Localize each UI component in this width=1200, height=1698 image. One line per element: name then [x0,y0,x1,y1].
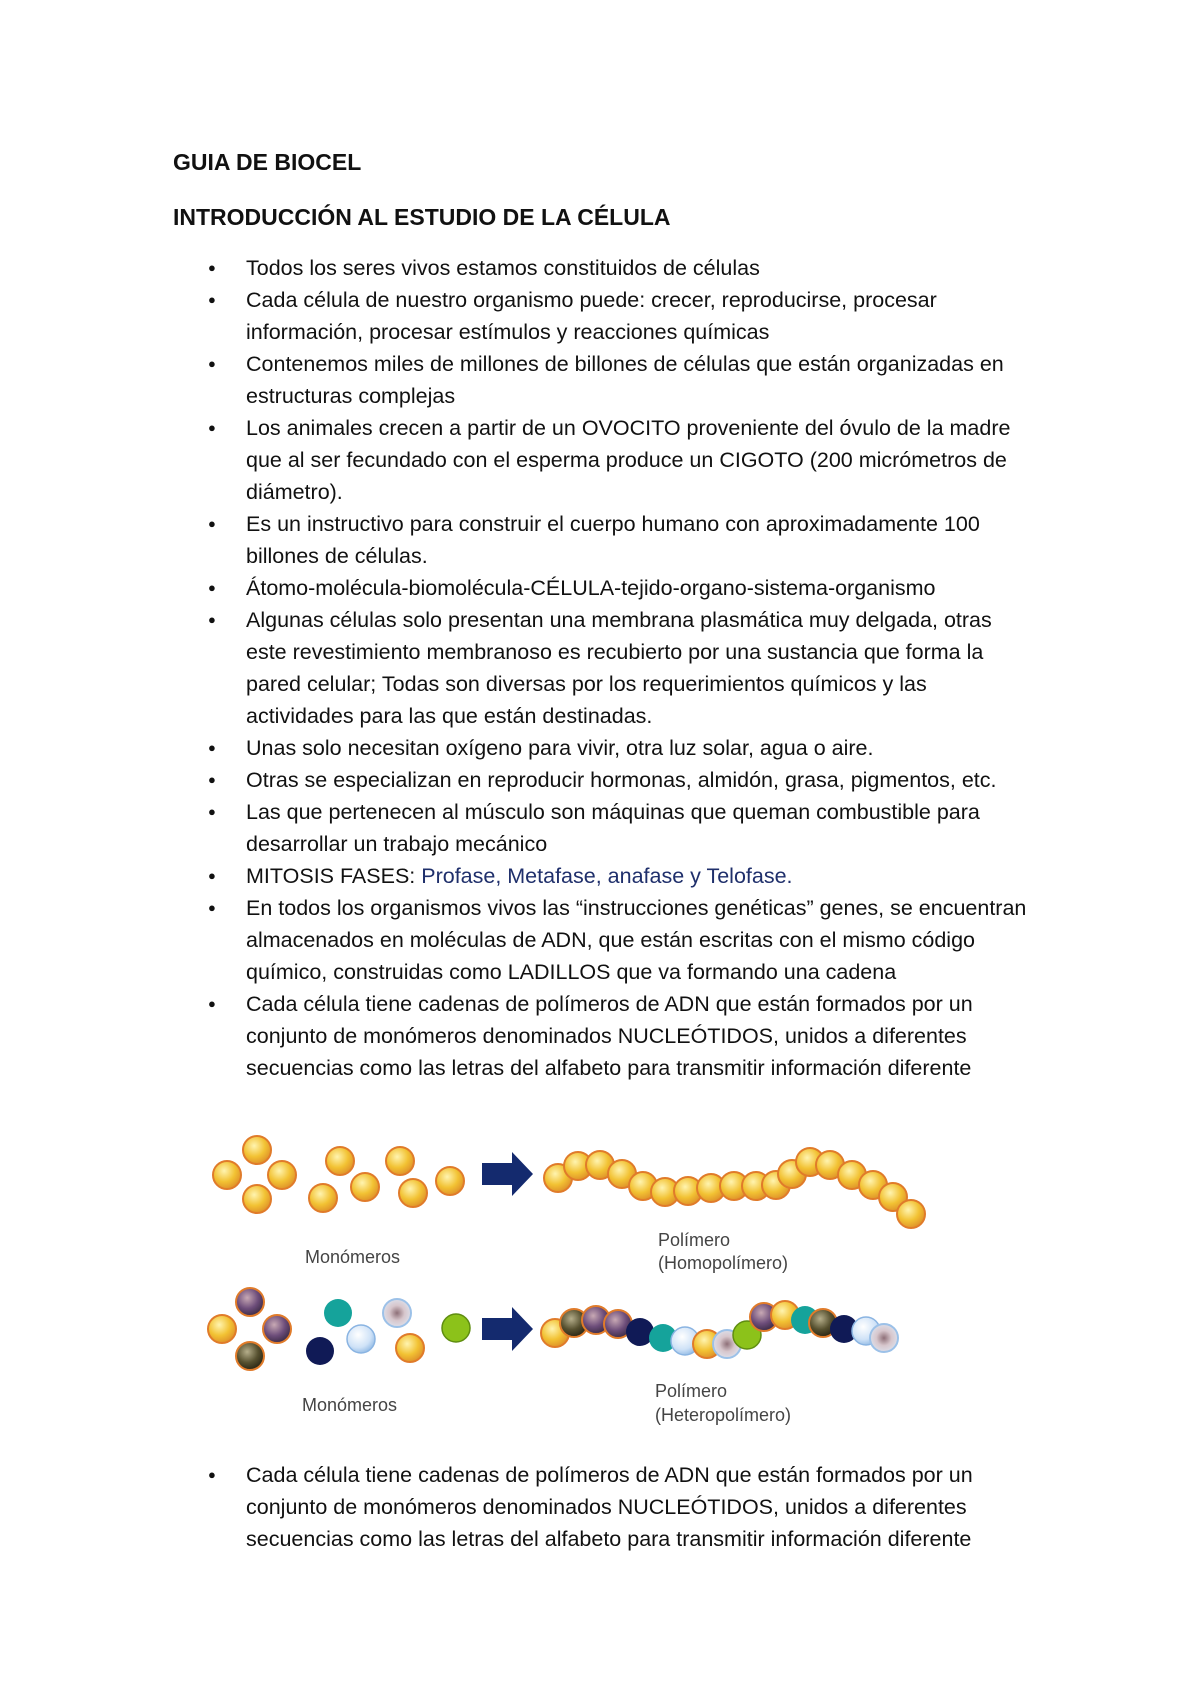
document-title: GUIA DE BIOCEL [173,149,362,175]
mitosis-phases: Profase, Metafase, anafase y Telofase. [421,864,793,888]
polymer-diagram-svg [200,1130,930,1455]
document-subtitle: INTRODUCCIÓN AL ESTUDIO DE LA CÉLULA [173,204,671,230]
list-item: ● En todos los organismos vivos las “instrucciones genéticas” genes, se encuentran almacenados en moléculas de ADN, que están escritas con el mismo código químico, construidas como LADILLOS que va formando una cadena [206,892,1036,988]
monomer-group-bottom [208,1288,470,1370]
list-item-mitosis [206,860,1036,892]
bullet-list [206,252,1036,1084]
list-item: ● Contenemos miles de millones de billones de células que están organizadas en estructuras complejas [206,348,1036,412]
list-item: ● Algunas células solo presentan una membrana plasmática muy delgada, otras este revestimiento membranoso es recubierto por una sustancia que forma la pared celular; Todas son diversas por los requerimientos químicos y las actividades para las que están destinadas. [206,604,1036,732]
list-item: ● Átomo-molécula-biomolécula-CÉLULA-tejido-organo-sistema-organismo [206,572,1036,604]
list-item: ● Cada célula tiene cadenas de polímeros de ADN que están formados por un conjunto de monómeros denominados NUCLEÓTIDOS, unidos a diferentes secuencias como las letras del alfabeto para transmitir información diferente [206,988,1036,1084]
heteropolimero-label: (Heteropolímero) [655,1405,792,1425]
heteropolymer-chain [541,1301,898,1358]
list-item: ● Los animales crecen a partir de un OVOCITO proveniente del óvulo de la madre que al ser fecundado con el esperma produce un CIGOTO (200 micrómetros de diámetro). [206,412,1036,508]
monomer-group-top [213,1136,464,1213]
monomeros-label-bottom: Monómeros [302,1395,398,1415]
mitosis-lead: MITOSIS FASES: [246,864,422,888]
list-item: ● Cada célula de nuestro organismo puede: crecer, reproducirse, procesar información, procesar estímulos y reacciones químicas [206,284,1036,348]
list-item: ● Es un instructivo para construir el cuerpo humano con aproximadamente 100 billones de células. [206,508,1036,572]
list-item: ● Unas solo necesitan oxígeno para vivir, otra luz solar, agua o aire. [206,732,1036,764]
homopolimero-label: (Homopolímero) [658,1253,789,1273]
list-item: ● Las que pertenecen al músculo son máquinas que queman combustible para desarrollar un trabajo mecánico [206,796,1036,860]
bullet-list-final [206,1459,1036,1555]
arrow-icon [482,1152,533,1196]
polimero-label-top: Polímero [658,1230,731,1250]
polymer-diagram [200,1130,930,1455]
arrow-icon [482,1307,533,1351]
polimero-label-bottom: Polímero [655,1381,728,1401]
monomeros-label-top: Monómeros [305,1247,401,1267]
homopolymer-chain [544,1148,925,1228]
list-item: ● Todos los seres vivos estamos constituidos de células [206,252,1036,284]
list-item: ● Cada célula tiene cadenas de polímeros de ADN que están formados por un conjunto de monómeros denominados NUCLEÓTIDOS, unidos a diferentes secuencias como las letras del alfabeto para transmitir información diferente [206,1459,1036,1555]
list-item: ● Otras se especializan en reproducir hormonas, almidón, grasa, pigmentos, etc. [206,764,1036,796]
